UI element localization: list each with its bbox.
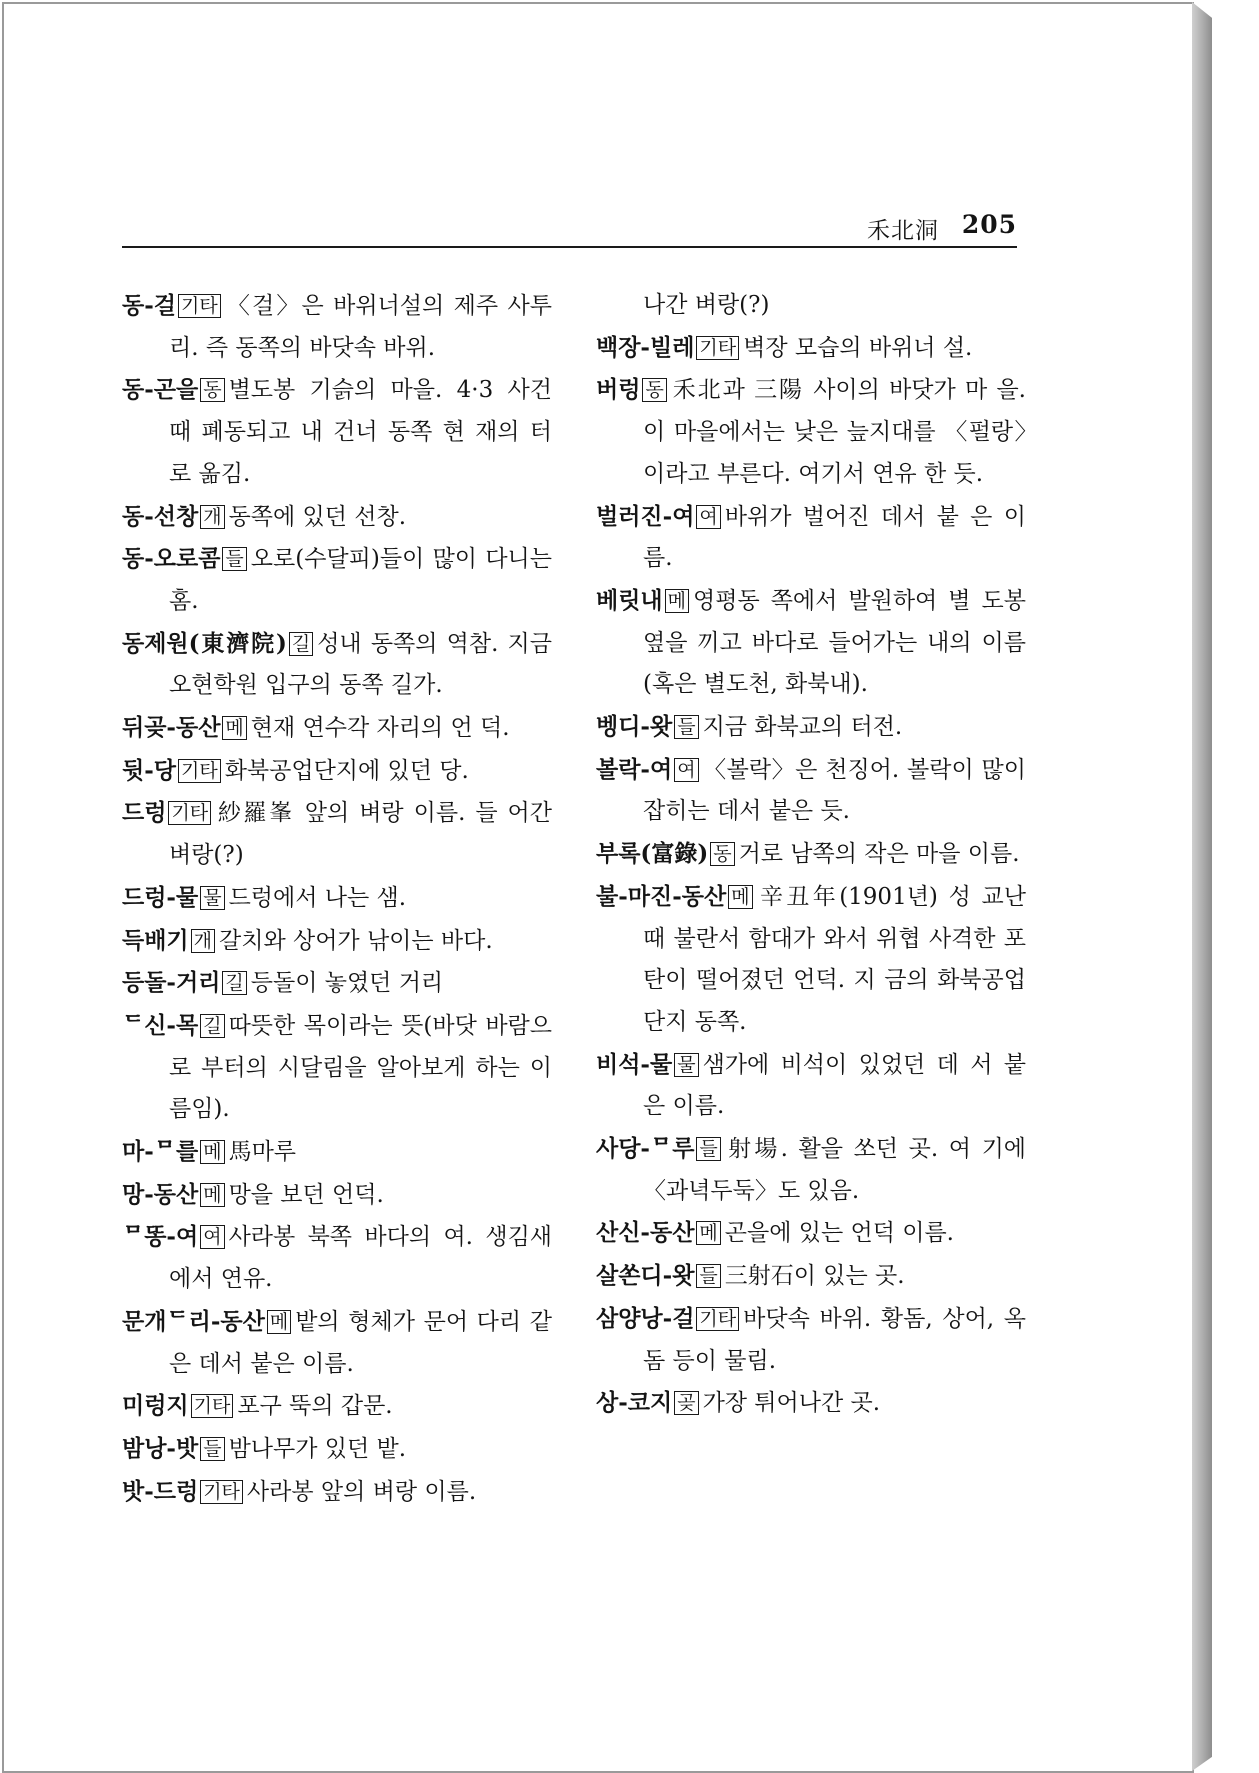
entry-definition: 벽장 모습의 바위너 설.: [743, 334, 973, 361]
entry-headword: 밤낭-밧: [122, 1434, 199, 1462]
entry-headword: 동-오로콤: [122, 545, 221, 573]
entry-category-tag: 들: [674, 715, 698, 739]
entry-headword: 비석-물: [596, 1050, 673, 1078]
entry-definition: 성내 동쪽의 역참. 지금 오현학원 입구의 동쪽 길가.: [169, 630, 552, 699]
entry-definition: 포구 뚝의 갑문.: [237, 1393, 393, 1420]
entry-category-tag: 길: [289, 632, 313, 656]
dictionary-entry: [122, 1131, 552, 1174]
entry-category-tag: 기타: [191, 1394, 234, 1418]
dictionary-entry: [122, 1471, 552, 1514]
dictionary-entry: [596, 369, 1026, 495]
entry-category-tag: 곶: [674, 1391, 698, 1415]
entry-definition: 등돌이 놓였던 거리: [250, 970, 444, 997]
entry-headword: 드렁-물: [122, 883, 199, 911]
dictionary-entry: [596, 285, 1026, 327]
entry-headword: 마-ᄆ를: [122, 1138, 199, 1166]
entry-definition: 지금 화북교의 터전.: [702, 714, 903, 741]
entry-headword: 산신-동산: [596, 1219, 695, 1247]
entry-definition: 바닷속 바위. 황돔, 상어, 옥돔 등이 물림.: [643, 1305, 1026, 1374]
entry-definition: 동쪽에 있던 선창.: [228, 503, 407, 530]
dictionary-entry: [596, 580, 1026, 706]
entry-category-tag: 메: [222, 716, 246, 740]
entry-category-tag: 물: [674, 1053, 698, 1077]
entry-headword: 망-동산: [122, 1180, 199, 1208]
entry-definition: 현재 연수각 자리의 언 덕.: [250, 715, 510, 742]
entry-category-tag: 길: [200, 1014, 224, 1038]
dictionary-entry: [122, 792, 552, 876]
entry-headword: ᄃ신-목: [122, 1011, 199, 1039]
header-rule: [122, 246, 1017, 248]
entry-definition: 禾北과 三陽 사이의 바닷가 마 을. 이 마을에서는 낮은 늪지대를 〈펄랑〉이라고 부른다. 여기서 연유 한 듯.: [643, 377, 1026, 487]
entry-headword: 버렁: [596, 376, 641, 404]
entry-category-tag: 메: [267, 1310, 291, 1334]
entry-headword: ᄆ똥-여: [122, 1223, 199, 1251]
entry-category-tag: 메: [696, 1221, 720, 1245]
running-header: [122, 208, 1017, 246]
entry-category-tag: 물: [200, 886, 224, 910]
entry-category-tag: 동: [200, 378, 224, 402]
entry-definition: 드렁에서 나는 샘.: [228, 884, 407, 911]
dictionary-entry: [122, 496, 552, 539]
entry-definition: 馬마루: [228, 1139, 296, 1166]
entry-category-tag: 기타: [696, 336, 739, 360]
entry-category-tag: 길: [222, 971, 246, 995]
left-column: [122, 285, 552, 1513]
entry-headword: 살쏜디-왓: [596, 1262, 695, 1290]
entry-definition: 射場. 활을 쏘던 곳. 여 기에 〈과녁두둑〉도 있음.: [643, 1136, 1026, 1204]
entry-headword: 불-마진-동산: [596, 882, 727, 910]
entry-headword: 뒷-당: [122, 756, 176, 784]
entry-definition: 오로(수달피)들이 많이 다니는 홈.: [169, 546, 552, 614]
entry-category-tag: 메: [728, 885, 752, 909]
entry-headword: 뒤곶-동산: [122, 714, 221, 742]
dictionary-entry: [596, 833, 1026, 876]
entry-headword: 동-곤을: [122, 376, 199, 404]
dictionary-entry: [122, 623, 552, 707]
dictionary-entry: [122, 1301, 552, 1385]
entry-definition: 紗羅峯 앞의 벼랑 이름. 들 어간 벼랑(?): [169, 800, 552, 869]
entry-category-tag: 동: [710, 842, 734, 866]
entry-headword: 드렁: [122, 799, 167, 827]
entry-definition: 〈볼락〉은 천징어. 볼락이 많이 잡히는 데서 붙은 듯.: [643, 756, 1026, 825]
entry-headword: 사당-ᄆ루: [596, 1135, 695, 1163]
dictionary-entry: [596, 876, 1026, 1044]
dictionary-entry: [596, 327, 1026, 370]
dictionary-entry: [122, 1428, 552, 1471]
entry-definition: 곤을에 있는 언덕 이름.: [724, 1220, 954, 1247]
entry-definition: 거로 남쪽의 작은 마을 이름.: [738, 841, 1020, 868]
entry-headword: 벌러진-여: [596, 502, 695, 530]
entry-definition: 나간 벼랑(?): [643, 292, 770, 318]
dictionary-entry: [596, 749, 1026, 833]
dictionary-entry: [122, 750, 552, 793]
dictionary-entry: [596, 1128, 1026, 1212]
entry-headword: 베릿내: [596, 586, 663, 614]
entry-category-tag: 메: [665, 589, 689, 613]
entry-definition: 가장 튀어나간 곳.: [702, 1390, 881, 1417]
dictionary-entry: [596, 1298, 1026, 1382]
dictionary-entry: [596, 1212, 1026, 1255]
entry-category-tag: 여: [200, 1225, 224, 1249]
dictionary-entry: [122, 369, 552, 495]
dictionary-entry: [122, 285, 552, 369]
entry-category-tag: 여: [696, 505, 720, 529]
entry-category-tag: 들: [696, 1264, 720, 1288]
entry-headword: 문개ᄃ리-동산: [122, 1307, 265, 1335]
entry-headword: 동제원(東濟院): [122, 629, 287, 657]
entry-definition: 별도봉 기슭의 마을. 4·3 사건 때 폐동되고 내 건너 동쪽 현 재의 터로 옮김.: [169, 377, 552, 487]
entry-category-tag: 들: [200, 1437, 224, 1461]
dictionary-entry: [122, 1385, 552, 1428]
entry-definition: 바위가 벌어진 데서 붙 은 이름.: [643, 503, 1026, 572]
entry-headword: 동-걸: [122, 292, 176, 319]
entry-definition: 밭의 형체가 문어 다리 같은 데서 붙은 이름.: [169, 1308, 552, 1377]
entry-definition: 화북공업단지에 있던 당.: [224, 757, 469, 784]
dictionary-entry: [122, 538, 552, 622]
page-number: 205: [961, 210, 1017, 239]
entry-headword: 백장-빌레: [596, 333, 695, 361]
entry-definition: 辛丑年(1901년) 성 교난 때 불란서 함대가 와서 위협 사격한 포탄이 떨어졌던 언덕. 지 금의 화북공업단지 동쪽.: [643, 883, 1026, 1035]
entry-definition: 〈걸〉은 바위너설의 제주 사투리. 즉 동쪽의 바닷속 바위.: [169, 293, 552, 361]
entry-category-tag: 기타: [178, 759, 221, 783]
entry-definition: 밤나무가 있던 밭.: [228, 1435, 407, 1462]
dictionary-entry: [596, 706, 1026, 749]
entry-headword: 벵디-왓: [596, 713, 673, 741]
entry-definition: 갈치와 상어가 낚이는 바다.: [219, 927, 493, 954]
right-column: [596, 285, 1026, 1425]
entry-headword: 등돌-거리: [122, 969, 221, 997]
entry-category-tag: 메: [200, 1183, 224, 1207]
entry-definition: 영평동 쪽에서 발원하여 별 도봉 옆을 끼고 바다로 들어가는 내의 이름(혹은 별도천, 화북내).: [643, 587, 1026, 698]
entry-definition: 망을 보던 언덕.: [228, 1181, 384, 1208]
entry-category-tag: 기타: [696, 1307, 739, 1331]
dictionary-entry: [596, 1382, 1026, 1425]
page-edge-shadow: [1192, 2, 1212, 1771]
entry-headword: 득배기: [122, 926, 189, 954]
entry-definition: 사라봉 앞의 벼랑 이름.: [246, 1478, 477, 1505]
dictionary-entry: [596, 1255, 1026, 1298]
entry-category-tag: 기타: [200, 1480, 243, 1504]
entry-category-tag: 메: [200, 1140, 224, 1164]
dictionary-entry: [122, 1005, 552, 1131]
dictionary-entry: [596, 1044, 1026, 1128]
dictionary-entry: [122, 1216, 552, 1300]
entry-category-tag: 개: [200, 505, 224, 529]
entry-headword: 밧-드렁: [122, 1477, 199, 1505]
entry-headword: 미렁지: [122, 1392, 189, 1420]
entry-category-tag: 기타: [178, 294, 221, 318]
entry-definition: 三射石이 있는 곳.: [724, 1263, 905, 1290]
entry-category-tag: 여: [674, 758, 698, 782]
dictionary-entry: [122, 877, 552, 920]
entry-headword: 삼양낭-걸: [596, 1304, 695, 1332]
entry-category-tag: 들: [222, 547, 246, 571]
entry-definition: 샘가에 비석이 있었던 데 서 붙은 이름.: [643, 1051, 1026, 1120]
entry-category-tag: 기타: [168, 801, 211, 825]
dictionary-entry: [122, 920, 552, 963]
dictionary-entry: [596, 496, 1026, 580]
entry-headword: 상-코지: [596, 1389, 673, 1417]
dictionary-entry: [122, 707, 552, 750]
dictionary-entry: [122, 962, 552, 1005]
header-title: 禾北洞: [867, 218, 939, 244]
entry-category-tag: 동: [642, 378, 666, 402]
entry-category-tag: 들: [696, 1137, 720, 1161]
entry-headword: 부록(富錄): [596, 840, 709, 868]
entry-headword: 동-선창: [122, 502, 199, 530]
entry-definition: 따뜻한 목이라는 뜻(바닷 바람으로 부터의 시달림을 알아보게 하는 이름임).: [169, 1012, 552, 1123]
entry-definition: 사라봉 북쪽 바다의 여. 생김새에서 연유.: [169, 1224, 552, 1293]
dictionary-entry: [122, 1174, 552, 1217]
entry-headword: 볼락-여: [596, 755, 673, 783]
entry-category-tag: 개: [191, 929, 215, 953]
